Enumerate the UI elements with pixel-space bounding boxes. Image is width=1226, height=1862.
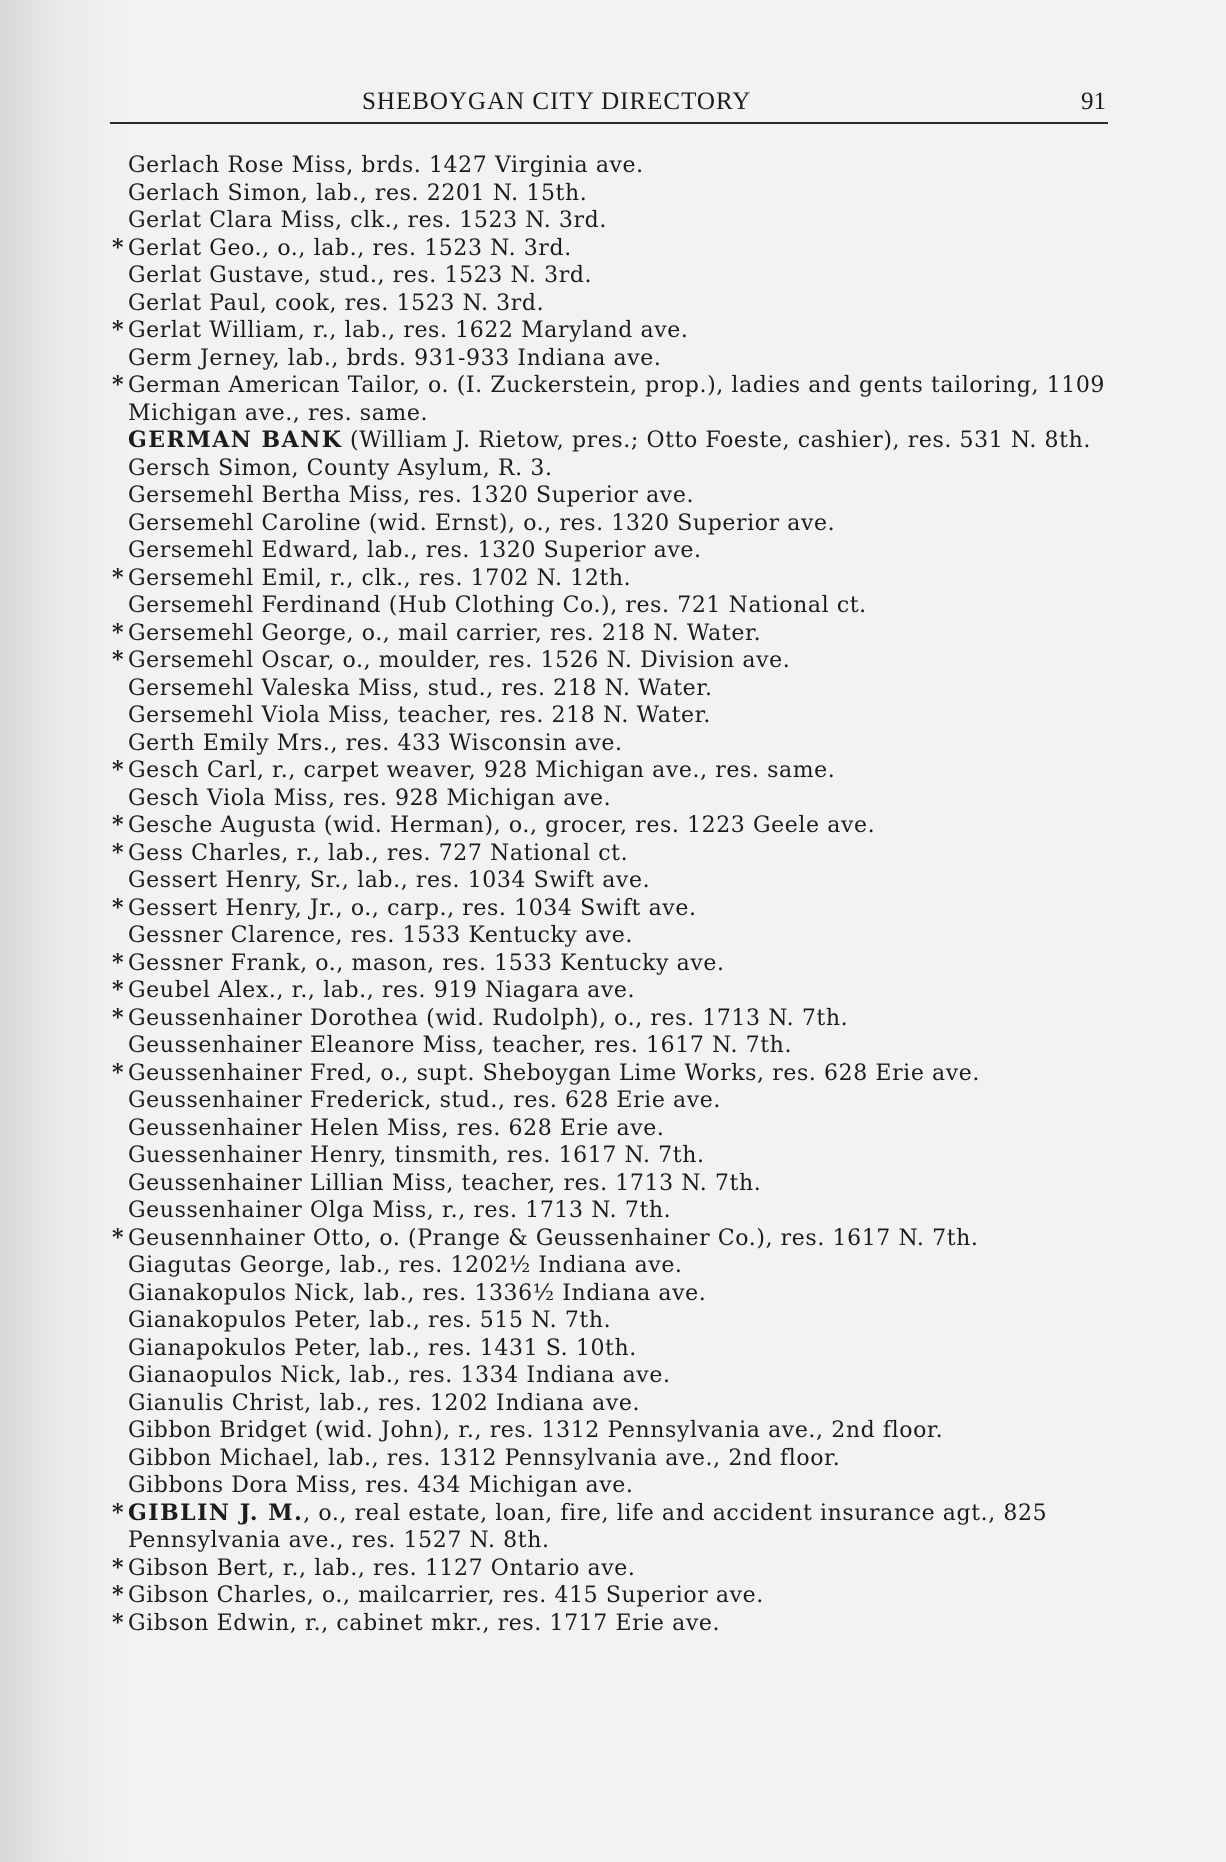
directory-entry (112, 372, 1112, 427)
directory-entry (112, 1280, 1112, 1308)
directory-entry (112, 290, 1112, 318)
entry-text: Geussenhainer Frederick, stud., res. 628 Erie ave. (128, 1088, 721, 1113)
owner-mark: * (112, 1499, 125, 1526)
owner-mark: * (112, 1004, 125, 1031)
entry-text: Gess Charles, r., lab., res. 727 National ct. (128, 840, 629, 866)
owner-mark: * (112, 647, 125, 673)
directory-entry (112, 1225, 1112, 1253)
entry-text: Gesch Carl, r., carpet weaver, 928 Michigan ave., res. same. (128, 758, 836, 783)
directory-entry (112, 1335, 1112, 1363)
directory-entry (112, 785, 1112, 813)
directory-entry (112, 482, 1112, 510)
entry-text: Gibson Charles, o., mailcarrier, res. 415 Superior ave. (128, 1583, 764, 1608)
entry-text: Geussenhainer Lillian Miss, teacher, res. 1713 N. 7th. (128, 1170, 762, 1196)
directory-entry (112, 1060, 1112, 1088)
entry-text: Geussenhainer Eleanore Miss, teacher, res. 1617 N. 7th. (128, 1033, 793, 1058)
entry-text: Gianakopulos Nick, lab., res. 1336½ Indiana ave. (128, 1280, 707, 1306)
directory-entry (112, 317, 1112, 345)
directory-entry (112, 950, 1112, 978)
entry-text: Gerlat Gustave, stud., res. 1523 N. 3rd. (128, 263, 593, 288)
directory-entry (112, 1170, 1112, 1198)
entry-text: Gersemehl Edward, lab., res. 1320 Superior ave. (128, 538, 702, 563)
directory-entries (112, 152, 1112, 1637)
entry-text: Gibson Edwin, r., cabinet mkr., res. 1717 Erie ave. (128, 1610, 721, 1636)
entry-text: Gibson Bert, r., lab., res. 1127 Ontario ave. (128, 1555, 636, 1581)
entry-text: Gerlat Clara Miss, clk., res. 1523 N. 3rd. (128, 208, 607, 233)
owner-mark: * (112, 619, 125, 646)
directory-entry (112, 1115, 1112, 1143)
entry-text: Gersemehl Bertha Miss, res. 1320 Superior ave. (128, 483, 695, 508)
directory-entry (112, 1197, 1112, 1225)
entry-text: Gessert Henry, Sr., lab., res. 1034 Swift ave. (128, 868, 651, 893)
entry-text: Gerlat William, r., lab., res. 1622 Maryland ave. (128, 318, 689, 343)
directory-entry (112, 1472, 1112, 1500)
owner-mark: * (112, 949, 125, 976)
owner-mark: * (112, 234, 125, 261)
directory-entry (112, 1500, 1112, 1555)
directory-entry (112, 647, 1112, 675)
entry-text: (William J. Rietow, pres.; Otto Foeste, cashier), res. 531 N. 8th. (342, 428, 1091, 453)
entry-text: Gessner Clarence, res. 1533 Kentucky ave. (128, 923, 633, 948)
directory-entry (112, 730, 1112, 758)
directory-entry (112, 840, 1112, 868)
entry-text: Geubel Alex., r., lab., res. 919 Niagara ave. (128, 978, 636, 1003)
directory-entry (112, 1555, 1112, 1583)
directory-entry (112, 922, 1112, 950)
entry-text: Gianulis Christ, lab., res. 1202 Indiana ave. (128, 1390, 641, 1416)
entry-text: Gersemehl Ferdinand (Hub Clothing Co.), res. 721 National ct. (128, 593, 867, 618)
directory-entry (112, 1582, 1112, 1610)
page-title: SHEBOYGAN CITY DIRECTORY (362, 88, 752, 115)
directory-entry (112, 867, 1112, 895)
directory-entry (112, 620, 1112, 648)
owner-mark: * (112, 812, 125, 838)
entry-text: Gersemehl Oscar, o., moulder, res. 1526 N. Division ave. (128, 648, 791, 673)
directory-entry (112, 1252, 1112, 1280)
directory-entry (112, 592, 1112, 620)
directory-entry (112, 235, 1112, 263)
entry-text: Gibbon Michael, lab., res. 1312 Pennsylvania ave., 2nd floor. (128, 1445, 841, 1471)
entry-text: Guessenhainer Henry, tinsmith, res. 1617 N. 7th. (128, 1143, 705, 1168)
directory-entry (112, 1087, 1112, 1115)
directory-entry (112, 207, 1112, 235)
owner-mark: * (112, 564, 125, 591)
directory-entry (112, 262, 1112, 290)
directory-entry (112, 1445, 1112, 1473)
directory-entry (112, 1307, 1112, 1335)
directory-entry (112, 895, 1112, 923)
owner-mark: * (112, 1582, 125, 1608)
entry-text: Gianakopulos Peter, lab., res. 515 N. 7th. (128, 1308, 612, 1333)
owner-mark: * (112, 1059, 125, 1086)
entry-text: Gerth Emily Mrs., res. 433 Wisconsin ave. (128, 730, 623, 756)
entry-text: Gianaopulos Nick, lab., res. 1334 Indiana ave. (128, 1363, 671, 1388)
page-number: 91 (1081, 88, 1106, 115)
owner-mark: * (112, 757, 125, 783)
directory-entry (112, 152, 1112, 180)
directory-entry (112, 1417, 1112, 1445)
entry-text: Gersemehl Viola Miss, teacher, res. 218 N. Water. (128, 703, 711, 728)
entry-text: Gersch Simon, County Asylum, R. 3. (128, 455, 553, 481)
directory-entry (112, 537, 1112, 565)
owner-mark: * (112, 372, 125, 398)
directory-entry (112, 702, 1112, 730)
entry-text: German American Tailor, o. (I. Zuckerstein, prop.), ladies and gents tailoring, 1109 Michigan ave., res. same. (128, 373, 1106, 426)
entry-text: Geussenhainer Fred, o., supt. Sheboygan Lime Works, res. 628 Erie ave. (128, 1060, 980, 1086)
directory-entry (112, 510, 1112, 538)
owner-mark: * (112, 839, 125, 866)
owner-mark: * (112, 1224, 125, 1251)
owner-mark: * (112, 1554, 125, 1581)
entry-bold-name: GERMAN BANK (128, 427, 343, 453)
directory-entry (112, 565, 1112, 593)
entry-text: Geussenhainer Olga Miss, r., res. 1713 N. 7th. (128, 1198, 672, 1223)
entry-text: Gesch Viola Miss, res. 928 Michigan ave. (128, 785, 612, 811)
entry-bold-name: GIBLIN J. M. (128, 1499, 304, 1526)
entry-text: Gerlat Paul, cook, res. 1523 N. 3rd. (128, 290, 545, 316)
entry-text: Gersemehl Valeska Miss, stud., res. 218 N. Water. (128, 675, 713, 701)
directory-entry (112, 812, 1112, 840)
directory-entry (112, 1362, 1112, 1390)
entry-text: Geusennhainer Otto, o. (Prange & Geussenhainer Co.), res. 1617 N. 7th. (128, 1225, 979, 1251)
entry-text: Gerlach Simon, lab., res. 2201 N. 15th. (128, 180, 588, 206)
entry-text: , o., real estate, loan, fire, life and accident insurance agt., 825 Pennsylvania ave., res. 1527 N. 8th. (128, 1500, 1048, 1553)
directory-entry (112, 427, 1112, 455)
entry-text: Gersemehl George, o., mail carrier, res. 218 N. Water. (128, 620, 762, 646)
directory-entry (112, 180, 1112, 208)
owner-mark: * (112, 1609, 125, 1636)
directory-entry (112, 1032, 1112, 1060)
entry-text: Gessert Henry, Jr., o., carp., res. 1034 Swift ave. (128, 895, 697, 921)
entry-text: Germ Jerney, lab., brds. 931-933 Indiana ave. (128, 345, 662, 371)
directory-entry (112, 1610, 1112, 1638)
page-header (110, 86, 1108, 124)
directory-entry (112, 345, 1112, 373)
owner-mark: * (112, 317, 125, 343)
entry-text: Gesche Augusta (wid. Herman), o., grocer, res. 1223 Geele ave. (128, 813, 876, 838)
entry-text: Gibbons Dora Miss, res. 434 Michigan ave. (128, 1473, 634, 1498)
entry-text: Gersemehl Caroline (wid. Ernst), o., res. 1320 Superior ave. (128, 510, 836, 536)
directory-entry (112, 1005, 1112, 1033)
entry-text: Geussenhainer Helen Miss, res. 628 Erie ave. (128, 1115, 665, 1141)
directory-entry (112, 1142, 1112, 1170)
directory-entry (112, 455, 1112, 483)
entry-text: Geussenhainer Dorothea (wid. Rudolph), o., res. 1713 N. 7th. (128, 1005, 849, 1031)
entry-text: Gessner Frank, o., mason, res. 1533 Kentucky ave. (128, 950, 725, 976)
entry-text: Gibbon Bridget (wid. John), r., res. 1312 Pennsylvania ave., 2nd floor. (128, 1418, 944, 1443)
owner-mark: * (112, 894, 125, 921)
directory-entry (112, 1390, 1112, 1418)
entry-text: Giagutas George, lab., res. 1202½ Indiana ave. (128, 1253, 683, 1278)
directory-entry (112, 977, 1112, 1005)
directory-entry (112, 675, 1112, 703)
directory-entry (112, 757, 1112, 785)
owner-mark: * (112, 977, 125, 1003)
entry-text: Gianapokulos Peter, lab., res. 1431 S. 10th. (128, 1335, 637, 1361)
entry-text: Gerlat Geo., o., lab., res. 1523 N. 3rd. (128, 235, 572, 261)
entry-text: Gersemehl Emil, r., clk., res. 1702 N. 12th. (128, 565, 632, 591)
entry-text: Gerlach Rose Miss, brds. 1427 Virginia ave. (128, 153, 644, 178)
